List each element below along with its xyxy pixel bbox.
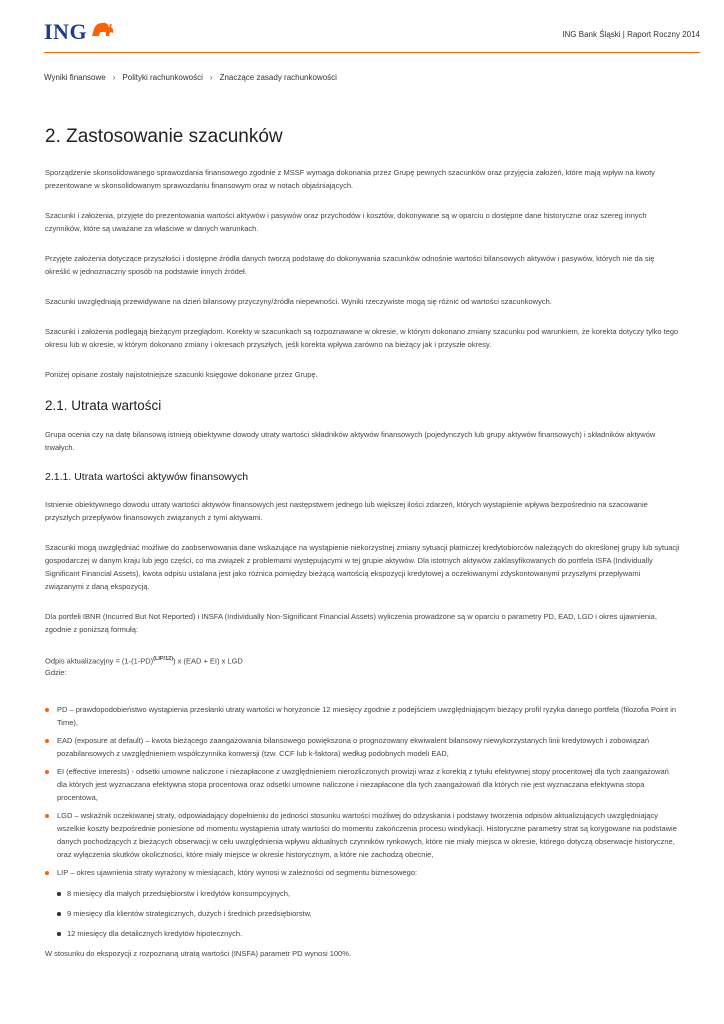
page-header — [0, 0, 724, 54]
breadcrumb-separator: › — [112, 73, 116, 82]
paragraph: Dla portfeli IBNR (Incurred But Not Reported) i INSFA (Individually Non-Significant Financial Assets) wyliczenia prowadzone są w oparciu o parametry PD, EAD, LGD i okres ujawnienia, zgodnie z poniższą formułą: — [45, 611, 657, 634]
ing-logo[interactable] — [44, 20, 116, 43]
paragraph: Grupa ocenia czy na datę bilansową istnieją obiektywne dowody utraty wartości składników aktywów finansowych (pojedynczych lub grupy aktywów finansowych) i składników aktywów trwałych. — [45, 429, 656, 452]
formula-prefix: Odpis aktualizacyjny = (1-(1-PD) — [45, 656, 154, 666]
breadcrumb-link-zasady[interactable]: Znaczące zasady rachunkowości — [219, 73, 337, 82]
header-divider — [44, 52, 700, 53]
section-heading-2-1-1: 2.1.1. Utrata wartości aktywów finansowych — [45, 470, 249, 483]
formula-exponent: (LIP/12) — [153, 655, 174, 662]
lion-icon — [90, 20, 116, 43]
section-heading-2-1: 2.1. Utrata wartości — [45, 397, 162, 413]
report-title: ING Bank Śląski | Raport Roczny 2014 — [562, 30, 700, 39]
main-content — [45, 126, 680, 977]
list-item: PD – prawdopodobieństwo wystąpienia przesłanki utraty wartości w horyzoncie 12 miesięcy zgodnie z podejściem uwzględniającym bieżący profil ryzyka danego portfela (filozofia Point in Time), — [45, 703, 680, 729]
sub-list-item: 12 miesięcy dla detalicznych kredytów hipotecznych. — [57, 927, 680, 940]
paragraph: Szacunki i założenia, przyjęte do prezentowania wartości aktywów i pasywów oraz przychodów i kosztów, dokonywane są w oparciu o dostępne dane historyczne oraz szereg innych czynników, które są uważane za właściwe w danych warunkach. — [45, 210, 647, 233]
paragraph: W stosunku do ekspozycji z rozpoznaną utratą wartości (INSFA) parametr PD wynosi 100%. — [45, 949, 351, 959]
paragraph: Szacunki i założenia podlegają bieżącym przeglądom. Korekty w szacunkach są rozpoznawane w okresie, w którym dokonano zmiany szacunku pod warunkiem, że korekta dotyczy tylko tego okresu lub w okresie, w którym dokonano zmiany i okresach przyszłych, jeśli korekta wpływa zarówno na bieżący jak i przyszłe okresy. — [45, 326, 679, 349]
impairment-formula — [45, 653, 680, 680]
paragraph: Sporządzenie skonsolidowanego sprawozdania finansowego zgodnie z MSSF wymaga dokonania przez Grupę pewnych szacunków oraz przyjęcia założeń, które mają wpływ na kwoty prezentowane w skonsolidowanym sprawozdaniu finansowym oraz w notach objaśniających. — [45, 167, 655, 190]
page-title: 2. Zastosowanie szacunków — [45, 126, 283, 147]
paragraph: Szacunki uwzględniają przewidywane na dzień bilansowy przyczyny/źródła niepewności. Wyniki rzeczywiste mogą się różnić od wartości szacunkowych. — [45, 296, 552, 306]
paragraph: Poniżej opisane zostały najistotniejsze szacunki księgowe dokonane przez Grupę. — [45, 369, 318, 379]
list-item-text: LIP – okres ujawnienia straty wyrażony w miesiącach, który wynosi w zależności od segmentu biznesowego: — [57, 868, 418, 878]
paragraph: Szacunki mogą uwzględniać możliwe do zaobserwowania dane wskazujące na wystąpienie niekorzystnej zmiany sytuacji płatniczej kredytobiorców należących do określonej grupy lub sytuacji gospodarczej w danym kraju lub jego części, co ma związek z problemami występującymi w tej grupie aktywów. Dla istotnych aktywów zaklasyfikowanych do portfela ISFA (Individually Significant Financial Assets), kwota odpisu ustalana jest jako różnica pomiędzy bieżącą wartością ekspozycji kredytowej a oczekiwanymi zdyskontowanymi przyszłymi przepływami związanymi z daną ekspozycją. — [45, 542, 680, 591]
formula-suffix: ) x (EAD + EI) x LGD — [173, 656, 243, 666]
breadcrumb-link-polityki[interactable]: Polityki rachunkowości — [122, 73, 203, 82]
list-item: EAD (exposure at default) – kwota bieżącego zaangażowania bilansowego powiększona o prognozowany ekwiwalent bilansowy niewykorzystanych linii kredytowych i zobowiązań pozabilansowych z uwzględnieniem współczynnika konwersji (tzw. CCF lub k-faktora) według podobnych modeli EAD, — [45, 734, 680, 760]
paragraph: Przyjęte założenia dotyczące przyszłości i dostępne źródła danych tworzą podstawę do dokonywania szacunków odnośnie wartości bilansowych aktywów i pasywów, których nie da się określić w jednoznaczny sposób na podstawie innych źródeł. — [45, 253, 655, 276]
list-item: LGD – wskaźnik oczekiwanej straty, odpowiadający dopełnieniu do jedności stosunku wartości możliwej do odzyskania i podstawy tworzenia odpisów aktualizujących uwzględniający wszelkie koszty bezpośrednie poniesione od momentu wystąpienia utraty wartości do momentu zakończenia procesu windykacji. Historyczne parametry strat są korygowane na podstawie danych pochodzących z bieżących obserwacji w celu uwzględnienia wpływu aktualnych czynników rynkowych, które nie miały miejsca w okresie, którego dotyczą obserwacje historyczne, oraz wyłączenia skutków okoliczności, które miały miejsce w okresie historycznym, a które nie zachodzą obecnie, — [45, 809, 680, 861]
sub-list-item: 8 miesięcy dla małych przedsiębiorstw i kredytów konsumpcyjnych, — [57, 887, 680, 900]
sub-list-item: 9 miesięcy dla klientów strategicznych, dużych i średnich przedsiębiorstw, — [57, 907, 680, 920]
paragraph: Istnienie obiektywnego dowodu utraty wartości aktywów finansowych jest następstwem jednego lub większej ilości zdarzeń, których wystąpienie wpływa bezpośrednio na szacowanie przyszłych przepływów finansowych związanych z tymi aktywami. — [45, 499, 648, 522]
lip-sub-list — [57, 887, 680, 940]
logo-text: ING — [44, 18, 88, 44]
list-item-lip — [45, 866, 680, 940]
breadcrumb — [44, 73, 337, 82]
breadcrumb-separator: › — [209, 73, 213, 82]
list-item: EI (effective interests) - odsetki umowne naliczone i niezapłacone z uwzględnieniem nierozliczonych prowizji wraz z korektą z tytułu efektywnej stopy procentowej dla tych zaangażowań dla których jest wyznaczana efektywna stopa procentowa oraz odsetki umowne naliczone i niezapłacone dla tych zaangażowań dla których nie jest wyznaczana efektywna stopa procentowa, — [45, 765, 680, 804]
formula-where: Gdzie: — [45, 668, 67, 678]
breadcrumb-link-wyniki[interactable]: Wyniki finansowe — [44, 73, 106, 82]
parameter-list — [45, 703, 680, 940]
